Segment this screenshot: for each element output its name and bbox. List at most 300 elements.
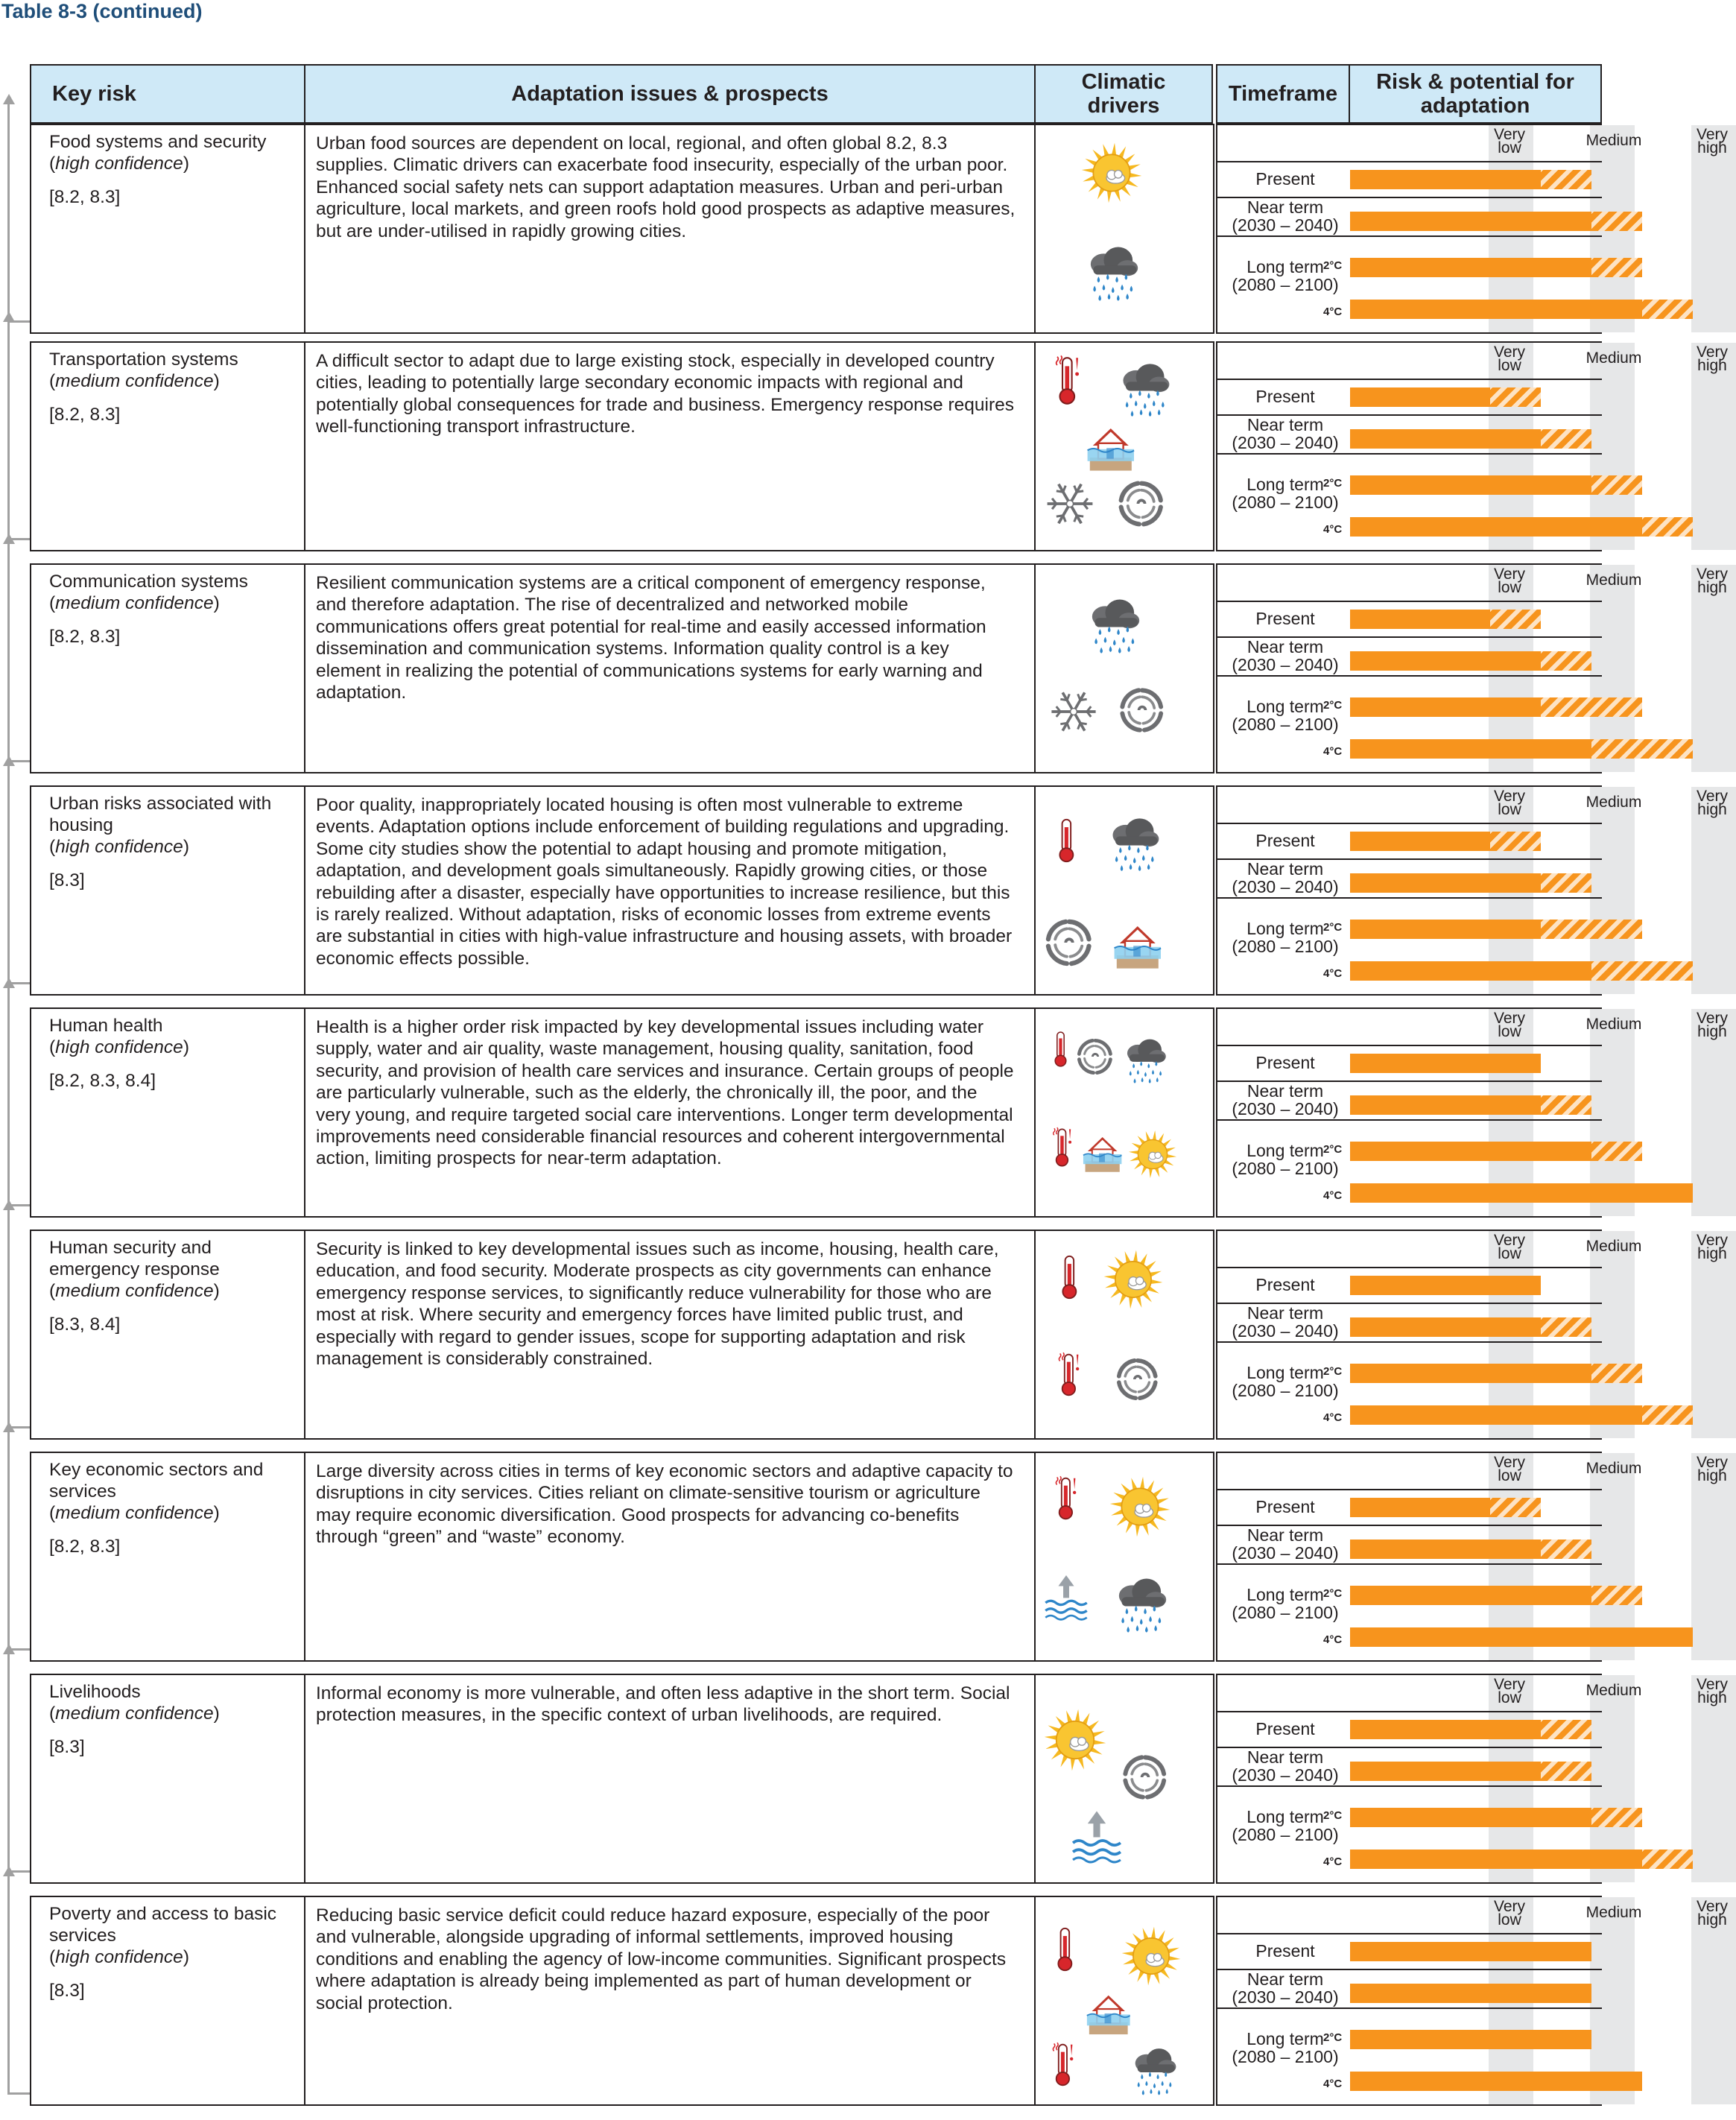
confidence-text: medium confidence	[55, 1503, 214, 1523]
flood-icon	[1077, 1127, 1127, 1176]
timeframe-near-term: Near term	[1246, 1747, 1324, 1767]
column-divider	[304, 1007, 305, 1218]
sun-icon	[1107, 1474, 1173, 1540]
confidence-level: (high confidence)	[49, 837, 189, 857]
degree-4c-label: 4°C	[1323, 306, 1343, 318]
rain-icon	[1107, 1571, 1173, 1636]
timeframe-present: Present	[1255, 1053, 1315, 1072]
timeframe-divider	[1216, 601, 1602, 602]
snow-icon	[1046, 684, 1101, 739]
connector-line	[7, 1429, 10, 1648]
timeframe-near-term: Near term	[1246, 1081, 1324, 1101]
risk-bar-long2	[1350, 2030, 1591, 2049]
timeframe-long-years: (2080 – 2100)	[1232, 275, 1339, 294]
degree-2c-label: 2°C	[1323, 1365, 1343, 1378]
risk-bar-long2	[1350, 475, 1591, 495]
degree-4c-label: 4°C	[1323, 745, 1343, 758]
adaptation-text: Resilient communication systems are a critical component of emergency response, and therefore adaptation. The rise of decentralized and networked mobile communications offers great potential for real-time and easily accessed information dissemination and communication systems. Information quality control is a key element in realizing the potential of communications systems for early warning and adaptation.	[316, 573, 986, 703]
timeframe-near-term: Near term	[1246, 1525, 1324, 1545]
timeframe-near-years: (2030 – 2040)	[1232, 215, 1339, 235]
timeframe-long-term: Long term	[1246, 697, 1324, 716]
timeframe-present: Present	[1255, 609, 1315, 628]
column-divider	[304, 785, 305, 996]
risk-bar-present	[1350, 170, 1541, 189]
section-references: [8.2, 8.3]	[49, 1537, 121, 1557]
adaptation-potential-near	[1541, 1540, 1591, 1559]
column-divider	[1034, 563, 1036, 773]
connector-line	[7, 985, 10, 1204]
sun-icon	[1042, 1706, 1109, 1773]
degree-4c-label: 4°C	[1323, 1189, 1343, 1202]
timeframe-near-term: Near term	[1246, 415, 1324, 434]
adaptation-potential-long2	[1591, 1142, 1642, 1161]
adaptation-potential-present	[1490, 387, 1541, 407]
column-divider	[1034, 785, 1036, 996]
timeframe-divider	[1216, 897, 1602, 899]
key-risk-title: Key economic sectors and services	[49, 1460, 264, 1502]
rain-icon	[1125, 2042, 1182, 2098]
degree-2c-label: 2°C	[1323, 1143, 1343, 1156]
timeframe-divider	[1216, 1267, 1602, 1268]
timeframe-near-term: Near term	[1246, 197, 1324, 217]
scale-label-very-high: Very high	[1696, 1898, 1729, 1928]
flood-icon	[1080, 416, 1140, 475]
header-key-risk: Key risk	[30, 64, 305, 124]
timeframe-divider	[1216, 1563, 1602, 1565]
risk-bar-near	[1350, 429, 1541, 449]
key-risk-title: Food systems and security	[49, 132, 267, 152]
risk-bar-present	[1350, 1054, 1541, 1073]
timeframe-divider	[1216, 1711, 1602, 1712]
column-divider	[1034, 1452, 1036, 1662]
adaptation-text: Large diversity across cities in terms of key economic sectors and adaptive capacity to disruptions in city services. Cities reliant on climate-sensitive tourism or agriculture may require economic diversification. Good prospects for advancing co-benefits through “green” and “waste” economy.	[316, 1461, 1013, 1548]
adaptation-text: Health is a higher order risk impacted by key developmental issues including water supply, water and air quality, waste management, housing quality, sanitation, food security, and provision of health care services and insurance. Certain groups of people are particularly vulnerable, such as the elderly, the chronically ill, the poor, and the very young, and require targeted social care interventions. Longer term developmental improvements need considerable financial resources and coherent intergovernmental action, limiting prospects for near-term adaptation.	[316, 1017, 1014, 1169]
risk-bar-present	[1350, 1276, 1541, 1295]
risk-bar-present	[1350, 1720, 1541, 1739]
timeframe-divider	[1216, 1933, 1602, 1934]
flood-icon	[1107, 914, 1167, 973]
adaptation-potential-present	[1490, 610, 1541, 629]
degree-2c-label: 2°C	[1323, 2031, 1343, 2044]
timeframe-present: Present	[1255, 1275, 1315, 1294]
key-risk-title: Urban risks associated with housing	[49, 794, 272, 835]
risk-bar-present	[1350, 832, 1490, 851]
confidence-level: (medium confidence)	[49, 1703, 220, 1724]
header-climatic-drivers: Climatic drivers	[1034, 64, 1213, 124]
scale-label-very-low: Very low	[1493, 344, 1526, 374]
adaptation-potential-near	[1541, 873, 1591, 893]
sun-icon	[1119, 1924, 1183, 1988]
adaptation-text: Informal economy is more vulnerable, and often less adaptive in the short term. Social protection measures, in the specific context of urban livelihoods, are required.	[316, 1683, 1010, 1726]
key-risk-title: Human security and emergency response	[49, 1238, 220, 1279]
column-divider	[304, 1230, 305, 1440]
degree-2c-label: 2°C	[1323, 921, 1343, 934]
timeframe-divider	[1216, 1489, 1602, 1490]
timeframe-divider	[1216, 379, 1602, 380]
column-divider	[1034, 1896, 1036, 2106]
adaptation-potential-near	[1541, 1762, 1591, 1781]
timeframe-divider	[1216, 1045, 1602, 1046]
thermometer-icon	[1043, 817, 1091, 864]
timeframe-present: Present	[1255, 831, 1315, 850]
adaptation-potential-long4	[1642, 1850, 1693, 1869]
confidence-text: medium confidence	[55, 371, 214, 391]
column-divider	[304, 1452, 305, 1662]
scale-label-very-high: Very high	[1696, 1676, 1729, 1706]
adaptation-potential-long2	[1541, 697, 1642, 717]
arrow-up-icon	[3, 756, 15, 766]
risk-bar-near	[1350, 873, 1541, 893]
connector-line	[7, 541, 10, 760]
timeframe-long-term: Long term	[1246, 919, 1324, 938]
degree-2c-label: 2°C	[1323, 259, 1343, 272]
cyclone-icon	[1073, 1034, 1118, 1079]
adaptation-potential-present	[1490, 832, 1541, 851]
scale-label-very-low: Very low	[1493, 126, 1526, 156]
timeframe-near-years: (2030 – 2040)	[1232, 1765, 1339, 1785]
timeframe-near-years: (2030 – 2040)	[1232, 1543, 1339, 1563]
scale-label-very-low: Very low	[1493, 1232, 1526, 1262]
key-risk-title: Poverty and access to basic services	[49, 1904, 277, 1946]
thermometer-icon	[1046, 1253, 1094, 1301]
risk-bar-present	[1350, 1498, 1490, 1517]
adaptation-potential-long2	[1591, 258, 1642, 277]
section-references: [8.2, 8.3]	[49, 187, 121, 207]
key-risk-title: Livelihoods	[49, 1682, 141, 1702]
timeframe-divider	[1216, 1119, 1602, 1121]
timeframe-near-years: (2030 – 2040)	[1232, 877, 1339, 896]
column-divider	[304, 563, 305, 773]
timeframe-long-years: (2080 – 2100)	[1232, 1381, 1339, 1400]
timeframe-near-term: Near term	[1246, 1303, 1324, 1323]
risk-bar-long4	[1350, 739, 1591, 759]
risk-bar-present	[1350, 387, 1490, 407]
confidence-text: high confidence	[55, 154, 183, 174]
timeframe-long-term: Long term	[1246, 1141, 1324, 1160]
risk-bar-long2	[1350, 1142, 1591, 1161]
column-divider	[1034, 1007, 1036, 1218]
timeframe-long-term: Long term	[1246, 257, 1324, 276]
timeframe-near-term: Near term	[1246, 637, 1324, 656]
confidence-level: (high confidence)	[49, 1037, 189, 1057]
risk-bar-long2	[1350, 920, 1541, 939]
confidence-level: (medium confidence)	[49, 1281, 220, 1301]
extreme-temperature-icon	[1043, 1475, 1089, 1522]
header-risk-potential: Risk & potential for adaptation	[1349, 64, 1602, 124]
extreme-temperature-icon	[1040, 2042, 1086, 2088]
section-references: [8.2, 8.3, 8.4]	[49, 1071, 156, 1091]
rain-icon	[1080, 592, 1146, 657]
timeframe-long-years: (2080 – 2100)	[1232, 1825, 1339, 1844]
rain-icon	[1112, 356, 1176, 420]
timeframe-long-term: Long term	[1246, 1585, 1324, 1604]
snow-icon	[1042, 475, 1098, 532]
adaptation-potential-long2	[1591, 1586, 1642, 1605]
risk-bar-long4	[1350, 517, 1642, 537]
key-risk-cell	[49, 1681, 299, 1758]
confidence-level: (high confidence)	[49, 154, 189, 174]
adaptation-potential-near	[1541, 1317, 1591, 1337]
key-risk-cell	[49, 571, 299, 648]
confidence-text: medium confidence	[55, 1703, 214, 1724]
sea-level-icon	[1042, 1572, 1091, 1621]
scale-label-medium: Medium	[1585, 1904, 1642, 1921]
timeframe-present: Present	[1255, 1719, 1315, 1738]
cyclone-icon	[1115, 683, 1170, 738]
timeframe-divider	[1216, 1785, 1602, 1787]
degree-4c-label: 4°C	[1323, 523, 1343, 536]
degree-4c-label: 4°C	[1323, 1633, 1343, 1646]
arrow-up-icon	[3, 1200, 15, 1210]
header-adaptation: Adaptation issues & prospects	[304, 64, 1036, 124]
timeframe-divider	[1216, 675, 1602, 677]
column-divider	[1034, 1230, 1036, 1440]
degree-2c-label: 2°C	[1323, 699, 1343, 712]
scale-label-very-low: Very low	[1493, 1454, 1526, 1484]
timeframe-divider	[1216, 235, 1602, 237]
risk-bar-long2	[1350, 258, 1591, 277]
adaptation-potential-near	[1541, 651, 1591, 671]
timeframe-divider	[1216, 1341, 1602, 1343]
connector-line	[7, 1873, 10, 2092]
risk-bar-near	[1350, 651, 1541, 671]
key-risk-cell	[49, 793, 299, 891]
cyclone-icon	[1040, 914, 1098, 972]
scale-label-very-low: Very low	[1493, 1010, 1526, 1040]
timeframe-near-term: Near term	[1246, 859, 1324, 879]
timeframe-divider	[1216, 453, 1602, 455]
adaptation-potential-near	[1541, 1095, 1591, 1115]
scale-label-medium: Medium	[1585, 572, 1642, 589]
degree-2c-label: 2°C	[1323, 1809, 1343, 1822]
key-risk-title: Transportation systems	[49, 349, 238, 370]
timeframe-near-years: (2030 – 2040)	[1232, 1987, 1339, 2007]
key-risk-cell	[49, 1015, 299, 1092]
section-references: [8.3, 8.4]	[49, 1314, 121, 1335]
connector-line	[7, 319, 10, 538]
degree-4c-label: 4°C	[1323, 967, 1343, 980]
timeframe-long-term: Long term	[1246, 1807, 1324, 1826]
adaptation-text: Poor quality, inappropriately located housing is often most vulnerable to extreme events. Adaptation options include enforcement of building regulations and upgrading. Some city studies show the potential to adapt housing and promote mitigation, adaptation, and development goals simultaneously. Rapidly growing cities, or those rebuilding after a disaster, especially have opportunities to increase resilience, but this is rarely realized. Without adaptation, risks of economic losses from extreme events are substantial in cities with high-value infrastructure and housing assets, with broader economic effects possible.	[316, 795, 1013, 969]
key-risk-cell	[49, 1237, 299, 1335]
column-divider	[1034, 1674, 1036, 1884]
timeframe-divider	[1216, 161, 1602, 162]
scale-label-very-high: Very high	[1696, 344, 1729, 374]
confidence-level: (medium confidence)	[49, 593, 220, 613]
thermometer-icon	[1042, 1926, 1089, 1973]
column-divider	[304, 1674, 305, 1884]
adaptation-text: Reducing basic service deficit could reduce hazard exposure, especially of the poor and vulnerable, alongside upgrading of informal settlements, improved housing conditions and enabling the agency of low-income communities. Significant prospects where adaptation is already being implemented as part of human development or social protection.	[316, 1905, 1007, 2013]
degree-2c-label: 2°C	[1323, 477, 1343, 490]
cyclone-icon	[1118, 1750, 1173, 1805]
confidence-level: (high confidence)	[49, 1947, 189, 1967]
arrow-up-icon	[3, 94, 15, 104]
timeframe-divider	[1216, 2007, 1602, 2009]
sun-icon	[1079, 140, 1144, 206]
scale-label-medium: Medium	[1585, 132, 1642, 149]
confidence-text: medium confidence	[55, 1281, 214, 1301]
key-risk-cell	[49, 131, 299, 208]
rain-icon	[1079, 239, 1144, 305]
column-divider	[304, 341, 305, 551]
timeframe-near-years: (2030 – 2040)	[1232, 433, 1339, 452]
timeframe-long-term: Long term	[1246, 2029, 1324, 2048]
timeframe-present: Present	[1255, 387, 1315, 406]
key-risk-cell	[49, 1903, 299, 2002]
scale-label-very-high: Very high	[1696, 1232, 1729, 1262]
scale-label-very-low: Very low	[1493, 1898, 1526, 1928]
risk-bar-long4	[1350, 1405, 1642, 1425]
sea-level-icon	[1068, 1808, 1125, 1864]
cyclone-icon	[1113, 475, 1170, 532]
scale-label-very-high: Very high	[1696, 1454, 1729, 1484]
degree-4c-label: 4°C	[1323, 2078, 1343, 2090]
scale-label-very-high: Very high	[1696, 566, 1729, 596]
timeframe-divider	[1216, 823, 1602, 824]
section-references: [8.3]	[49, 1737, 85, 1757]
risk-bar-near	[1350, 1540, 1541, 1559]
confidence-text: high confidence	[55, 837, 183, 857]
arrow-up-icon	[3, 1422, 15, 1432]
timeframe-near-years: (2030 – 2040)	[1232, 655, 1339, 674]
timeframe-near-years: (2030 – 2040)	[1232, 1321, 1339, 1341]
risk-bar-present	[1350, 1942, 1591, 1961]
confidence-level: (medium confidence)	[49, 371, 220, 391]
scale-label-medium: Medium	[1585, 1460, 1642, 1477]
scale-label-medium: Medium	[1585, 1682, 1642, 1699]
degree-4c-label: 4°C	[1323, 1411, 1343, 1424]
risk-bar-long4	[1350, 1627, 1693, 1647]
timeframe-long-years: (2080 – 2100)	[1232, 1159, 1339, 1178]
scale-label-very-low: Very low	[1493, 566, 1526, 596]
timeframe-present: Present	[1255, 1497, 1315, 1516]
risk-bar-long2	[1350, 1364, 1591, 1383]
sun-icon	[1101, 1247, 1165, 1311]
confidence-text: medium confidence	[55, 593, 214, 613]
section-references: [8.2, 8.3]	[49, 405, 121, 425]
risk-bar-near	[1350, 1317, 1541, 1337]
risk-bar-long4	[1350, 300, 1642, 319]
risk-bar-present	[1350, 610, 1490, 629]
risk-bar-long4	[1350, 1850, 1642, 1869]
cyclone-icon	[1112, 1353, 1164, 1405]
column-divider	[1034, 341, 1036, 551]
arrow-up-icon	[3, 311, 15, 322]
adaptation-potential-long2	[1541, 920, 1642, 939]
rain-icon	[1101, 811, 1165, 875]
risk-bar-near	[1350, 1095, 1541, 1115]
adaptation-potential-present	[1541, 1720, 1591, 1739]
column-divider	[304, 124, 305, 334]
connector-line	[7, 101, 10, 320]
timeframe-near-years: (2030 – 2040)	[1232, 1099, 1339, 1118]
scale-label-very-high: Very high	[1696, 126, 1729, 156]
timeframe-present: Present	[1255, 169, 1315, 189]
page-label: Table 8-3 (continued)	[1, 0, 203, 22]
risk-bar-long4	[1350, 2072, 1642, 2091]
adaptation-potential-long2	[1591, 475, 1642, 495]
header-timeframe: Timeframe	[1216, 64, 1350, 124]
adaptation-potential-near	[1591, 212, 1642, 231]
arrow-up-icon	[3, 1644, 15, 1654]
timeframe-long-term: Long term	[1246, 475, 1324, 494]
risk-bar-near	[1350, 212, 1591, 231]
rain-icon	[1118, 1033, 1171, 1086]
adaptation-text: Urban food sources are dependent on local, regional, and often global 8.2, 8.3 supplies. Climatic drivers can exacerbate food insecurity, especially of the urban poor. Enhanced social safety nets can support adaptation measures. Urban and peri-urban agriculture, local markets, and green roofs hold good prospects as adaptive measures, but are under-utilised in rapidly growing cities.	[316, 133, 1016, 241]
connector-line	[7, 1651, 10, 1870]
scale-label-medium: Medium	[1585, 1016, 1642, 1033]
adaptation-potential-near	[1541, 429, 1591, 449]
adaptation-text: A difficult sector to adapt due to large existing stock, especially in developed country cities, leading to potentially large secondary economic impacts with regional and potentially global consequences for trade and business. Emergency response requires well-functioning transport infrastructure.	[316, 351, 1015, 437]
arrow-up-icon	[3, 978, 15, 988]
adaptation-potential-long4	[1591, 739, 1693, 759]
adaptation-potential-present	[1541, 170, 1591, 189]
key-risk-title: Communication systems	[49, 572, 248, 592]
timeframe-near-term: Near term	[1246, 1969, 1324, 1989]
timeframe-long-years: (2080 – 2100)	[1232, 715, 1339, 734]
adaptation-potential-long4	[1642, 1405, 1693, 1425]
scale-label-medium: Medium	[1585, 1238, 1642, 1255]
timeframe-present: Present	[1255, 1941, 1315, 1961]
adaptation-potential-long4	[1591, 961, 1693, 981]
flood-icon	[1080, 1984, 1135, 2039]
risk-bar-long4	[1350, 961, 1591, 981]
key-risk-title: Human health	[49, 1016, 163, 1036]
scale-label-medium: Medium	[1585, 349, 1642, 367]
adaptation-potential-long2	[1591, 1808, 1642, 1827]
confidence-text: high confidence	[55, 1947, 183, 1967]
adaptation-potential-present	[1490, 1498, 1541, 1517]
timeframe-long-years: (2080 – 2100)	[1232, 493, 1339, 512]
risk-bar-long2	[1350, 697, 1541, 717]
scale-label-medium: Medium	[1585, 794, 1642, 811]
section-references: [8.3]	[49, 870, 85, 890]
section-references: [8.2, 8.3]	[49, 627, 121, 647]
timeframe-long-years: (2080 – 2100)	[1232, 1603, 1339, 1622]
adaptation-potential-long4	[1642, 517, 1693, 537]
timeframe-long-term: Long term	[1246, 1363, 1324, 1382]
arrow-up-icon	[3, 1866, 15, 1876]
scale-label-very-high: Very high	[1696, 1010, 1729, 1040]
key-risk-cell	[49, 1459, 299, 1557]
connector-line	[7, 1207, 10, 1426]
connector-line	[7, 763, 10, 982]
section-references: [8.3]	[49, 1981, 85, 2001]
confidence-text: high confidence	[55, 1037, 183, 1057]
key-risk-cell	[49, 349, 299, 425]
scale-label-very-high: Very high	[1696, 788, 1729, 818]
risk-bar-long2	[1350, 1586, 1591, 1605]
extreme-temperature-icon	[1046, 1352, 1092, 1398]
adaptation-potential-long2	[1591, 1364, 1642, 1383]
degree-4c-label: 4°C	[1323, 1855, 1343, 1868]
column-divider	[1034, 124, 1036, 334]
risk-bar-near	[1350, 1984, 1591, 2003]
adaptation-text: Security is linked to key developmental issues such as income, housing, health care, education, and food security. Moderate prospects as city governments can enhance emergency response services, to significantly reduce vulnerability for those who are most at risk. Where security and emergency forces have limited public trust, and especially with regard to gender issues, scope for supporting adaptation and risk management is considerably constrained.	[316, 1239, 999, 1370]
risk-bar-long4	[1350, 1183, 1693, 1203]
scale-label-very-low: Very low	[1493, 1676, 1526, 1706]
degree-2c-label: 2°C	[1323, 1587, 1343, 1600]
timeframe-long-years: (2080 – 2100)	[1232, 2047, 1339, 2066]
column-divider	[304, 1896, 305, 2106]
timeframe-long-years: (2080 – 2100)	[1232, 937, 1339, 956]
risk-bar-long2	[1350, 1808, 1591, 1827]
connector-line	[7, 2092, 30, 2095]
sun-icon	[1127, 1128, 1179, 1180]
arrow-up-icon	[3, 534, 15, 544]
risk-bar-near	[1350, 1762, 1541, 1781]
adaptation-potential-long4	[1642, 300, 1693, 319]
